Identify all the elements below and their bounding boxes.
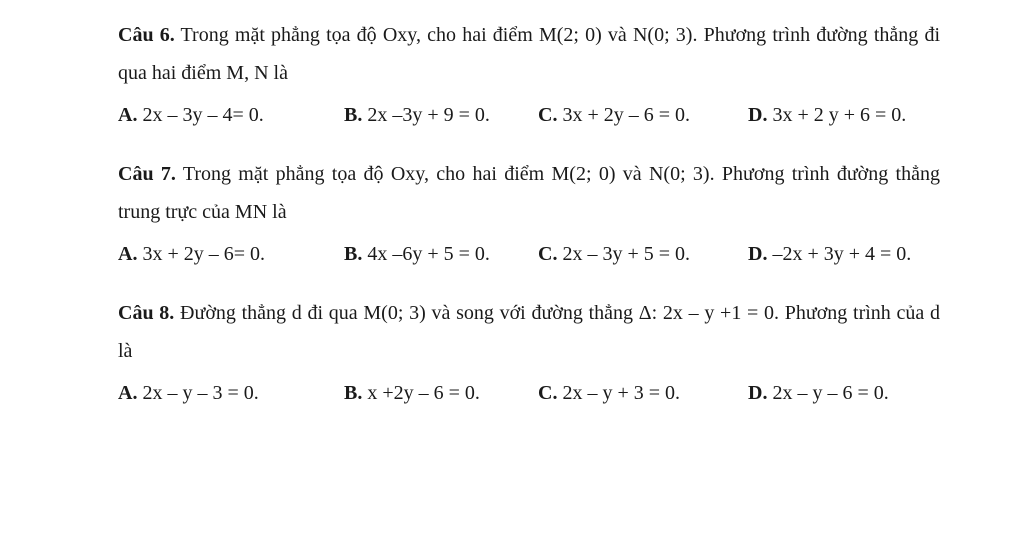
question-7-label: Câu 7. bbox=[118, 163, 176, 185]
option-letter: C. bbox=[538, 243, 558, 265]
option-letter: C. bbox=[538, 104, 558, 126]
option-letter: D. bbox=[748, 104, 768, 126]
option-text: 2x –3y + 9 = 0. bbox=[367, 104, 490, 126]
question-7-option-d bbox=[748, 243, 911, 266]
option-text: –2x + 3y + 4 = 0. bbox=[772, 243, 912, 265]
question-6-text bbox=[118, 16, 940, 92]
option-text: 2x – y – 6 = 0. bbox=[772, 382, 889, 404]
question-6-option-b bbox=[344, 104, 490, 127]
question-8-text bbox=[118, 294, 940, 370]
question-8-option-b bbox=[344, 382, 480, 405]
option-text: 2x – 3y – 4= 0. bbox=[142, 104, 264, 126]
question-6-options bbox=[118, 104, 940, 134]
option-text: 4x –6y + 5 = 0. bbox=[367, 243, 490, 265]
option-text: x +2y – 6 = 0. bbox=[367, 382, 480, 404]
question-8-option-c bbox=[538, 382, 680, 405]
option-letter: A. bbox=[118, 243, 138, 265]
question-8-option-a bbox=[118, 382, 259, 405]
option-text: 2x – 3y + 5 = 0. bbox=[562, 243, 691, 265]
option-letter: B. bbox=[344, 382, 363, 404]
question-6-label: Câu 6. bbox=[118, 24, 175, 46]
question-6-option-d bbox=[748, 104, 906, 127]
question-8-label: Câu 8. bbox=[118, 302, 175, 324]
option-letter: B. bbox=[344, 243, 363, 265]
question-8-options bbox=[118, 382, 940, 412]
option-text: 3x + 2y – 6= 0. bbox=[142, 243, 266, 265]
option-letter: D. bbox=[748, 382, 768, 404]
question-8-body: Đường thẳng d đi qua M(0; 3) và song với đường thẳng Δ: 2x – y +1 = 0. Phương trình của d là bbox=[118, 302, 941, 362]
option-text: 3x + 2y – 6 = 0. bbox=[562, 104, 691, 126]
question-7-body: Trong mặt phẳng tọa độ Oxy, cho hai điểm M(2; 0) và N(0; 3). Phương trình đường thẳng trung trực của MN là bbox=[118, 163, 940, 223]
option-letter: D. bbox=[748, 243, 768, 265]
question-7-options bbox=[118, 243, 940, 273]
option-text: 2x – y + 3 = 0. bbox=[562, 382, 681, 404]
question-7-option-a bbox=[118, 243, 265, 266]
question-6-option-a bbox=[118, 104, 264, 127]
question-7-option-c bbox=[538, 243, 690, 266]
option-text: 3x + 2 y + 6 = 0. bbox=[772, 104, 907, 126]
question-7-option-b bbox=[344, 243, 490, 266]
question-7 bbox=[118, 155, 940, 273]
option-letter: C. bbox=[538, 382, 558, 404]
option-letter: A. bbox=[118, 104, 138, 126]
question-6-body: Trong mặt phẳng tọa độ Oxy, cho hai điểm M(2; 0) và N(0; 3). Phương trình đường thẳng đi qua hai điểm M, N là bbox=[118, 24, 940, 84]
option-text: 2x – y – 3 = 0. bbox=[142, 382, 259, 404]
question-8 bbox=[118, 294, 940, 412]
question-7-text bbox=[118, 155, 940, 231]
question-6 bbox=[118, 16, 940, 134]
question-6-option-c bbox=[538, 104, 690, 127]
question-8-option-d bbox=[748, 382, 889, 405]
option-letter: A. bbox=[118, 382, 138, 404]
option-letter: B. bbox=[344, 104, 363, 126]
